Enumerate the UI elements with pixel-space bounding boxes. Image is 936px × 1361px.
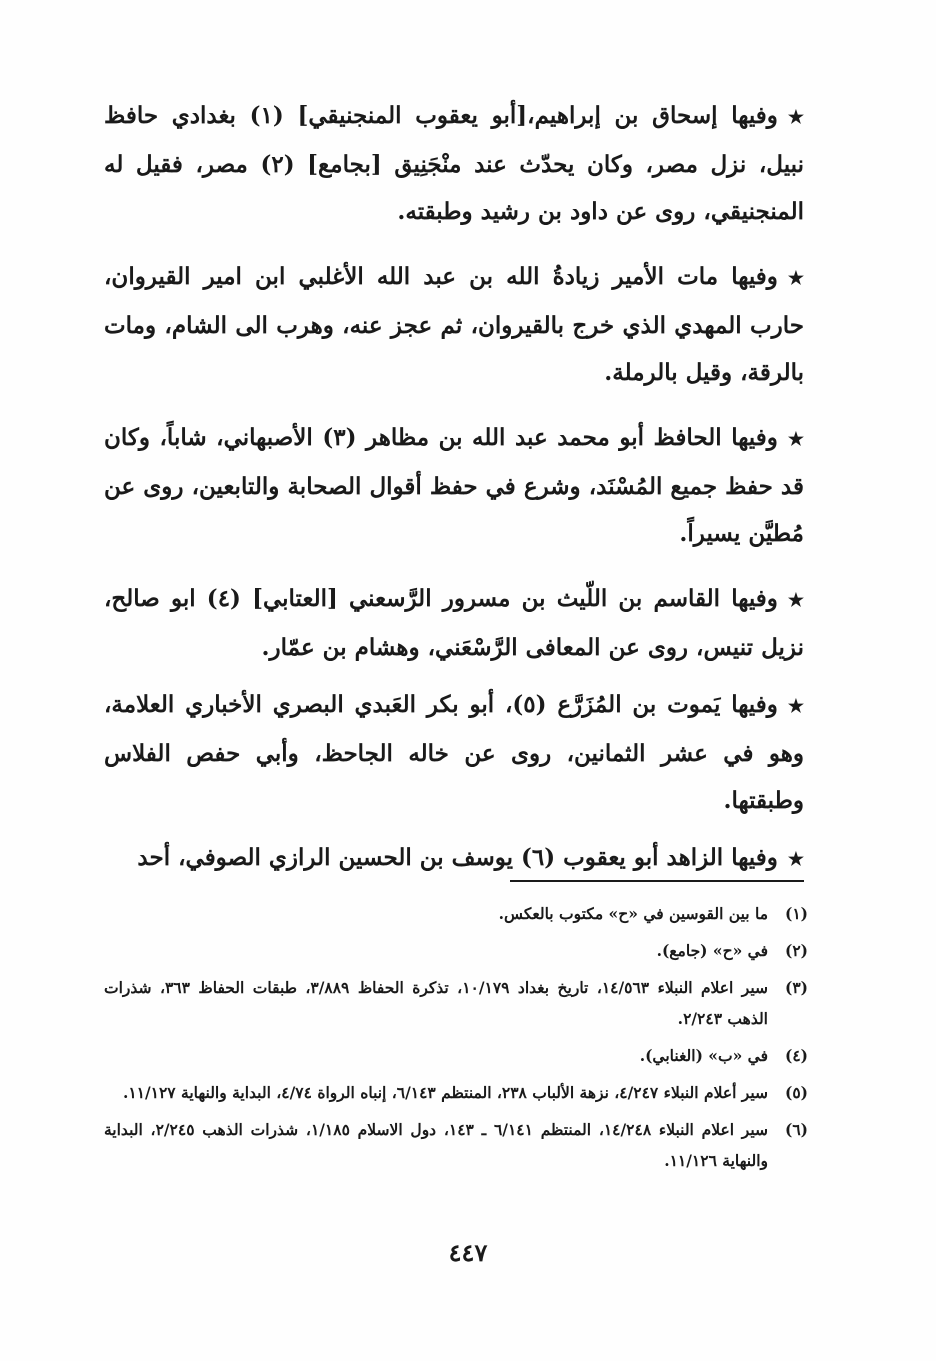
footnote — [104, 935, 808, 966]
footnote-text: سير اعلام النبلاء ١٤/٥٦٣، تاريخ بغداد ١٠/١٧٩، تذكرة الحفاظ ٣/٨٨٩، طبقات الحفاظ ٣٦٣، شذرات الذهب ٢/٢٤٣. — [104, 978, 769, 1028]
star-icon: ★ — [787, 590, 805, 611]
footnote-number: (١) — [784, 904, 808, 923]
entry-text: وفيها القاسم بن اللّيث بن مسرور الرَّسعني [العتابي] (٤) ابو صالح، نزيل تنيس، روى عن المعافى الرَّسْعَني، وهشام بن عمّار. — [104, 585, 804, 661]
footnote — [104, 1077, 808, 1108]
star-icon: ★ — [787, 696, 804, 717]
entry-text: وفيها إسحاق بن إبراهيم،[أبو يعقوب المنجنيقي] (١) بغدادي حافظ نبيل، نزل مصر، وكان يحدّث عند منْجَنِيق [بجامع] (٢) مصر، فقيل له المنجنيقي، روى عن داود بن رشيد وطبقته. — [104, 102, 804, 225]
footnote-number: (٥) — [784, 1083, 808, 1102]
entry-paragraph — [104, 681, 804, 824]
footnote — [104, 972, 808, 1034]
footnote-number: (٣) — [784, 978, 808, 997]
footnote-number: (٦) — [784, 1120, 808, 1139]
entry-paragraph — [104, 92, 804, 235]
footnote-text: في «ب» (الغنابي). — [639, 1046, 768, 1065]
footnote-text: سير أعلام النبلاء ٤/٢٤٧، نزهة الألباب ٢٣٨، المنتظم ٦/١٤٣، إنباه الرواة ٤/٧٤، البداية والنهاية ١١/١٢٧. — [122, 1083, 768, 1102]
entry-paragraph — [104, 414, 804, 557]
star-icon: ★ — [787, 268, 804, 289]
star-icon: ★ — [787, 107, 804, 128]
footnote-number: (٤) — [784, 1046, 808, 1065]
footnote — [104, 1040, 808, 1071]
entry-text: وفيها الحافظ أبو محمد عبد الله بن مظاهر (٣) الأصبهاني، شاباً، وكان قد حفظ جميع المُسْنَد، وشرع في حفظ أقوال الصحابة والتابعين، روى عن مُطيَّن يسيراً. — [104, 424, 804, 547]
entry-paragraph — [104, 834, 804, 883]
star-icon: ★ — [787, 849, 804, 870]
footnote-text: ما بين القوسين في «ح» مكتوب بالعكس. — [498, 904, 768, 923]
footnotes — [104, 898, 808, 1182]
page-number: ٤٤٧ — [448, 1238, 488, 1267]
footnote-separator — [510, 880, 804, 882]
main-text — [104, 92, 804, 901]
footnote — [104, 898, 808, 929]
footnote — [104, 1114, 808, 1176]
entry-paragraph — [104, 575, 804, 671]
entry-text: وفيها يَموت بن المُزَرَّع (٥)، أبو بكر العَبدي البصري الأخباري العلامة، وهو في عشر الثمانين، روى عن خاله الجاحظ، وأبي حفص الفلاس وطبقتها. — [104, 691, 804, 814]
star-icon: ★ — [787, 429, 804, 450]
entry-paragraph — [104, 253, 804, 396]
entry-text: وفيها مات الأمير زيادةُ الله بن عبد الله الأغلبي ابن امير القيروان، حارب المهدي الذي خرج بالقيروان، ثم عجز عنه، وهرب الى الشام، ومات بالرقة، وقيل بالرملة. — [104, 263, 804, 386]
footnote-text: سير اعلام النبلاء ١٤/٢٤٨، المنتظم ٦/١٤١ ـ ١٤٣، دول الاسلام ١/١٨٥، شذرات الذهب ٢/٢٤٥، البداية والنهاية ١١/١٢٦. — [104, 1120, 769, 1170]
footnote-number: (٢) — [784, 941, 808, 960]
entry-text: وفيها الزاهد أبو يعقوب (٦) يوسف بن الحسين الرازي الصوفي، أحد — [137, 844, 778, 871]
footnote-text: في «ح» (جامع). — [656, 941, 768, 960]
